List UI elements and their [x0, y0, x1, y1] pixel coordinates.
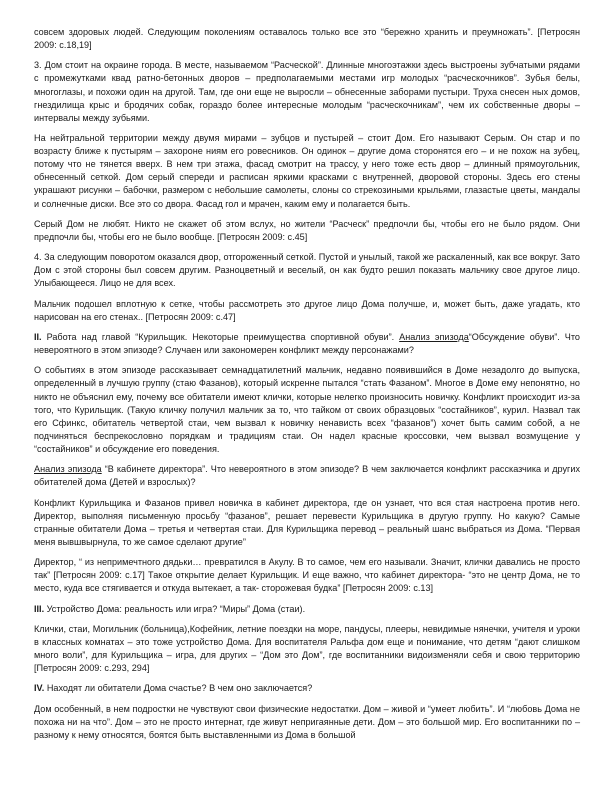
- section-number: II.: [34, 332, 42, 342]
- paragraph-text: Клички, стаи, Могильник (больница),Кофейник, летние поездки на море, пандусы, плееры, невидимые нянечки, учителя и уроки в классных комнатах – это тоже устройство Дома. Для воспитателя Ральфа дом еще и понимание, что детям “дают слишком много воли”, для Курильщика – игра, для других – “Дом это Дом”, где воспитанники видоизменяли себя и свою территорию [Петросян 2009: с.293, 294]: [34, 623, 580, 674]
- paragraph-text: Директор, “ из непримечтного дядьки… превратился в Акулу. В то самое, чем его называли. Значит, клички давались не просто так” [Петросян 2009: с.17] Такое открытие делает Курильщик. И еще важно, что кабинет директора- “это не центр Дома, не то место, куда все стягивается и откуда вытекает, а так- сторожевая будка” [Петросян 2009: с.13]: [34, 557, 580, 594]
- paragraph-11: [34, 556, 580, 595]
- episode-analysis-heading: [34, 463, 580, 489]
- paragraph-text: 3. Дом стоит на окраине города. В месте, называемом “Расческой”. Длинные многоэтажки здесь выстроены зубчатыми рядами с промежутками квад ратно-бетонных дворов – предполагаемыми местами игр молодых “расческочников”. Зубья белы, многоглазы, и похожи один на другой. Там, где они еще не выросли – обнесенные заборами пустыри. Труха снесен ных домов, гнездилища крыс и бродячих собак, гораздо более интересные молодым “расческочникам”, чем их собственные дворы – интервалы между зубьями.: [34, 60, 580, 123]
- paragraph-text: Работа над главой “Курильщик. Некоторые преимущества спортивной обуви”.: [41, 332, 400, 342]
- paragraph-text: Устройство Дома: реальность или игра? “Миры” Дома (стаи).: [44, 603, 306, 614]
- section-ii-heading: [34, 331, 580, 357]
- paragraph-text: Мальчик подошел вплотную к сетке, чтобы рассмотреть это другое лицо Дома получше, и, может быть, даже угадать, кто нарисован на его стенах.. [Петросян 2009: с.47]: [34, 298, 580, 322]
- paragraph-2: [34, 59, 580, 124]
- section-iv-heading: [34, 682, 580, 695]
- paragraph-text: На нейтральной территории между двумя мирами – зубцов и пустырей – стоит Дом. Его называют Серым. Он стар и по возрасту ближе к пустырям – захороне ниям его ровесников. Он одинок – другие дома сторонятся его – и не похож на зубец, потому что не тянется вверх. В нем три этажа, фасад смотрит на трассу, у него тоже есть двор – длинный прямоугольник, обнесенный сеткой. Дом серый спереди и расписан яркими красками с внутренней, дворовой стороны. Здесь его стены украшают рисунки – бабочки, размером с небольшие самолеты, слоны со стрекозиными крыльями, глазастые цветы, мандалы и солнечные диски. Все это со двора. Фасад гол и мрачен, каким ему и полагается быть.: [34, 133, 580, 209]
- paragraph-text: Находят ли обитатели Дома счастье? В чем оно заключается?: [44, 683, 313, 694]
- paragraph-text: “В кабинете директора”. Что невероятного в этом эпизоде? В чем заключается конфликт рассказчика и других обитателей дома (Детей и взрослых)?: [34, 464, 580, 488]
- section-iii-heading: [34, 603, 580, 616]
- paragraph-1: [34, 26, 580, 52]
- underlined-text: Анализ эпизода: [399, 332, 469, 342]
- paragraph-10: [34, 497, 580, 549]
- paragraph-15: [34, 703, 580, 742]
- paragraph-8: [34, 364, 580, 456]
- paragraph-3: [34, 132, 580, 211]
- paragraph-text: Конфликт Курильщика и Фазанов привел новичка в кабинет директора, где он узнает, что вся стая настроена против него. Директор, выполняя письменную просьбу “фазанов”, решает перевести Курильщика в другую группу. Но какую? Самые странные обитатели Дома – третья и четвертая стаи. Для Курильщика перевод – реальный шанс выбраться из Дома. “Первая меня вывшвырнула, то же самое сделают другие”: [34, 497, 580, 547]
- paragraph-text: О событиях в этом эпизоде рассказывает семнадцатилетний мальчик, недавно появившийся в Доме незадолго до выпуска, определенный в лучшую группу (стаю Фазанов), который искренне пытался “стать Фазаном”. Многое в Доме ему непонятно, но никто не объяснил ему, почему все обитатели имеют клички, которые нелегко произносить новичку. Конфликт происходит из-за того, что Курильщик. (Такую кличку получил мальчик за то, что тайком от своих образцовых “состайников”, курил. Назвал так его Сфинкс, обитатель четвертой стаи, чем вызвал к новичку ненависть всех “фазанов”) хочет быть самим собой, а не подчиняться беспрекословно порядкам и традициям стаи. Он надел красные кроссовки, чем вызвал возмущение у “состайников” и обсуждение его поведения.: [34, 365, 580, 454]
- paragraph-4: [34, 218, 580, 244]
- section-number: III.: [34, 603, 45, 614]
- paragraph-text: Серый Дом не любят. Никто не скажет об этом вслух, но жители “Расческ” предпочли бы, чтобы его не было рядом. Они предпочли бы, чтобы его не было вообще. [Петросян 2009: с.45]: [34, 218, 580, 242]
- paragraph-6: [34, 298, 580, 324]
- paragraph-text: 4. За следующим поворотом оказался двор, отгороженный сеткой. Пустой и унылый, такой же раскаленный, как все вокруг. Зато Дом с этой стороны был совсем другим. Разноцветный и веселый, он как будто решил показать мальчику свое другое лицо. Улыбающееся. Лицо не для всех.: [34, 252, 580, 289]
- section-number: IV.: [34, 683, 45, 694]
- underlined-text: Анализ эпизода: [34, 464, 102, 475]
- document-page: [34, 26, 580, 749]
- paragraph-text: совсем здоровых людей. Следующим поколениям оставалось только все это “бережно хранить и преумножать”. [Петросян 2009: с.18,19]: [34, 27, 580, 51]
- paragraph-13: [34, 623, 580, 675]
- paragraph-5: [34, 251, 580, 290]
- paragraph-text: “Обсуждение обуви”. Что невероятного в этом эпизоде? Случаен или закономерен конфликт между персонажами?: [34, 332, 580, 356]
- paragraph-text: Дом особенный, в нем подростки не чувствуют свои физические недостатки. Дом – живой и “умеет любить”. И “любовь Дома не похожа ни на что”. Дом – это не просто интернат, где живут непригаянные дети. Дом – это большой мир. Его воспитанники по – разному к нему относятся, боятся быть выставленными из Дома в большой: [34, 703, 580, 740]
